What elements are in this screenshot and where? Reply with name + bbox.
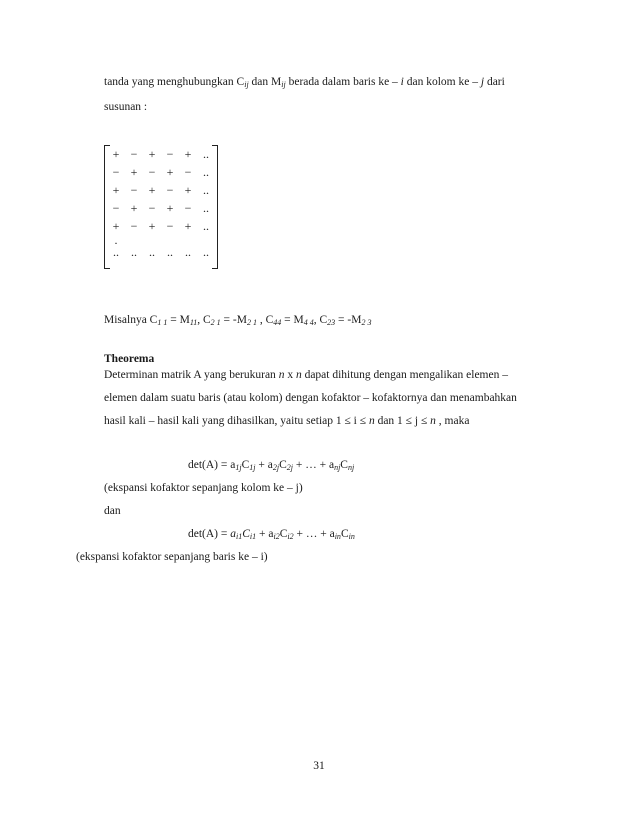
variable-n: n xyxy=(278,369,285,381)
text: , C xyxy=(197,314,211,326)
matrix-cell-r5-c5: + xyxy=(184,219,192,233)
note-column-expansion: (ekspansi kofaktor sepanjang kolom ke – j) xyxy=(104,482,303,494)
matrix-cell-r1-c4: − xyxy=(166,147,174,161)
text: , C xyxy=(256,314,274,326)
matrix-cell-r4-c6: .. xyxy=(203,201,209,215)
text: det(A) = a xyxy=(188,459,236,471)
matrix-cell-r7-c5: .. xyxy=(185,245,191,259)
matrix-cell-r2-c6: .. xyxy=(203,165,209,179)
subscript: 23 xyxy=(327,318,336,327)
matrix-cell-r5-c4: − xyxy=(166,219,174,233)
matrix-cell-r7-c2: .. xyxy=(131,245,137,259)
subscript: ij xyxy=(244,80,249,89)
text: tanda yang menghubungkan C xyxy=(104,76,245,88)
variable-j: j xyxy=(480,76,485,88)
matrix-cell-r3-c5: + xyxy=(184,183,192,197)
subscript: 4 4 xyxy=(303,318,314,327)
text: berada dalam baris ke – xyxy=(285,76,401,88)
matrix-cell-r7-c3: .. xyxy=(149,245,155,259)
matrix-cell-r4-c2: + xyxy=(130,201,138,215)
subscript: 1 1 xyxy=(157,318,168,327)
matrix-cell-r3-c2: − xyxy=(130,183,138,197)
sign-matrix xyxy=(104,145,218,269)
matrix-cell-r5-c3: + xyxy=(148,219,156,233)
matrix-cell-r1-c2: − xyxy=(130,147,138,161)
subscript: 2 1 xyxy=(246,318,257,327)
page-number: 31 xyxy=(313,760,325,772)
text: C xyxy=(242,528,250,540)
matrix-cell-r1-c6: .. xyxy=(203,147,209,161)
text: Determinan matrik A yang berukuran xyxy=(104,369,279,381)
text: hasil kali – hasil kali yang dihasilkan, yaitu setiap 1 ≤ i ≤ xyxy=(104,415,369,427)
matrix-cell-r7-c1: .. xyxy=(113,245,119,259)
text: = M xyxy=(167,314,190,326)
subscript: i2 xyxy=(273,532,280,541)
theorem-line-2: elemen dalam suatu baris (atau kolom) dengan kofaktor – kofaktornya dan menambahkan xyxy=(104,392,517,404)
subscript: 1j xyxy=(235,463,242,472)
text: C xyxy=(241,459,250,471)
intro-line-1 xyxy=(104,76,505,88)
matrix-cell-r7-c6: .. xyxy=(203,245,209,259)
text: dari xyxy=(484,76,505,88)
text: dan 1 ≤ j ≤ xyxy=(374,415,431,427)
formula-row-expansion xyxy=(188,528,355,540)
text: + … + a xyxy=(292,459,335,471)
matrix-cell-r4-c5: − xyxy=(184,201,192,215)
text: , C xyxy=(313,314,328,326)
variable-i: i xyxy=(400,76,404,88)
text: , maka xyxy=(435,415,470,427)
matrix-cell-r3-c6: .. xyxy=(203,183,209,197)
text: Misalnya C xyxy=(104,314,158,326)
subscript: 2j xyxy=(272,463,280,472)
matrix-cell-r2-c4: + xyxy=(166,165,174,179)
matrix-cell-r2-c1: − xyxy=(112,165,120,179)
theorem-line-3 xyxy=(104,415,469,427)
subscript: 1j xyxy=(249,463,256,472)
subscript: 11 xyxy=(189,318,198,327)
subscript: 2 3 xyxy=(361,318,372,327)
variable-n: n xyxy=(368,415,375,427)
matrix-cell-r7-c4: .. xyxy=(167,245,173,259)
subscript: i2 xyxy=(287,532,294,541)
example-line xyxy=(104,314,371,326)
text: C xyxy=(279,459,287,471)
text: = -M xyxy=(335,314,362,326)
matrix-cell-r5-c2: − xyxy=(130,219,138,233)
text: = -M xyxy=(220,314,247,326)
matrix-cell-r2-c3: − xyxy=(148,165,156,179)
matrix-cell-r1-c1: + xyxy=(112,147,120,161)
text: dan kolom ke – xyxy=(403,76,481,88)
matrix-cell-r4-c1: − xyxy=(112,201,120,215)
formula-column-expansion xyxy=(188,459,354,471)
matrix-cell-r2-c5: − xyxy=(184,165,192,179)
subscript: nj xyxy=(347,463,355,472)
subscript: i1 xyxy=(236,532,243,541)
text: x xyxy=(284,369,296,381)
subscript: 2 1 xyxy=(210,318,221,327)
subscript: 44 xyxy=(273,318,282,327)
text: a xyxy=(230,528,236,540)
theorem-line-1 xyxy=(104,369,508,381)
text: + a xyxy=(256,528,274,540)
matrix-cell-r6-c1: . xyxy=(114,233,118,247)
conjunction-dan: dan xyxy=(104,505,121,517)
text: dapat dihitung dengan mengalikan elemen – xyxy=(301,369,508,381)
text: = M xyxy=(281,314,304,326)
text: + … + a xyxy=(293,528,335,540)
text: C xyxy=(279,528,288,540)
matrix-cell-r3-c1: + xyxy=(112,183,120,197)
subscript: i1 xyxy=(249,532,257,541)
variable-n: n xyxy=(295,369,302,381)
subscript: in xyxy=(348,532,355,541)
text: C xyxy=(340,459,348,471)
note-row-expansion: (ekspansi kofaktor sepanjang baris ke – i) xyxy=(76,551,268,563)
text: det(A) = xyxy=(188,528,231,540)
subscript: ij xyxy=(281,80,286,89)
matrix-cell-r5-c1: + xyxy=(112,219,120,233)
matrix-cell-r2-c2: + xyxy=(130,165,138,179)
text: dan M xyxy=(248,76,282,88)
matrix-cell-r3-c4: − xyxy=(166,183,174,197)
subscript: nj xyxy=(334,463,341,472)
matrix-cell-r4-c4: + xyxy=(166,201,174,215)
matrix-cell-r1-c5: + xyxy=(184,147,192,161)
variable-n: n xyxy=(430,415,436,427)
matrix-cell-r5-c6: .. xyxy=(203,219,209,233)
matrix-cell-r3-c3: + xyxy=(148,183,156,197)
subscript: 2j xyxy=(286,463,293,472)
theorem-title: Theorema xyxy=(104,353,155,365)
text: + a xyxy=(255,459,273,471)
subscript: in xyxy=(334,532,341,541)
intro-line-2: susunan : xyxy=(104,101,148,113)
text: C xyxy=(340,528,349,540)
matrix-cell-r1-c3: + xyxy=(148,147,156,161)
matrix-cell-r4-c3: − xyxy=(148,201,156,215)
